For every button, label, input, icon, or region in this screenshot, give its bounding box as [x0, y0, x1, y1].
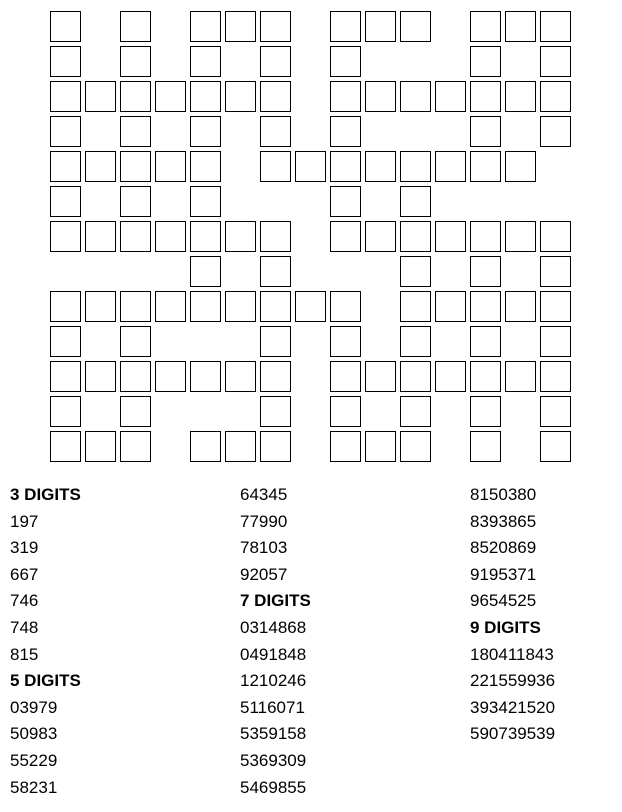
list-item: 55229	[10, 750, 58, 770]
list-column-1	[10, 482, 81, 801]
list-item: 58231	[10, 777, 58, 797]
list-item: 1210246	[240, 671, 307, 691]
list-item: 0491848	[240, 644, 307, 664]
list-item: 393421520	[470, 697, 556, 717]
list-item: 5359158	[240, 724, 307, 744]
list-item: 50983	[10, 724, 58, 744]
list-item: 8150380	[470, 485, 537, 504]
list-item: 9195371	[470, 564, 537, 584]
list-heading: 5 DIGITS	[10, 671, 81, 691]
list-heading: 3 DIGITS	[10, 485, 81, 504]
list-item: 180411843	[470, 644, 554, 664]
list-item: 9654525	[470, 591, 537, 611]
list-column-3	[470, 482, 555, 748]
list-heading: 7 DIGITS	[240, 591, 311, 611]
list-item: 5116071	[240, 697, 305, 717]
list-item: 92057	[240, 564, 288, 584]
list-item: 748	[10, 617, 39, 637]
list-item: 319	[10, 538, 39, 558]
list-item: 5369309	[240, 750, 307, 770]
list-item: 8520869	[470, 538, 537, 558]
list-column-2	[240, 482, 311, 801]
list-item: 815	[10, 644, 39, 664]
list-item: 77990	[240, 511, 288, 531]
list-item: 746	[10, 591, 39, 611]
list-item: 8393865	[470, 511, 537, 531]
list-item: 5469855	[240, 777, 307, 797]
list-item: 03979	[10, 697, 58, 717]
list-item: 221559936	[470, 671, 556, 691]
list-heading: 9 DIGITS	[470, 617, 541, 637]
list-item: 590739539	[470, 724, 556, 744]
list-item: 0314868	[240, 617, 307, 637]
list-item: 197	[10, 511, 39, 531]
list-item: 78103	[240, 538, 288, 558]
list-item: 667	[10, 564, 39, 584]
list-item: 64345	[240, 485, 288, 504]
